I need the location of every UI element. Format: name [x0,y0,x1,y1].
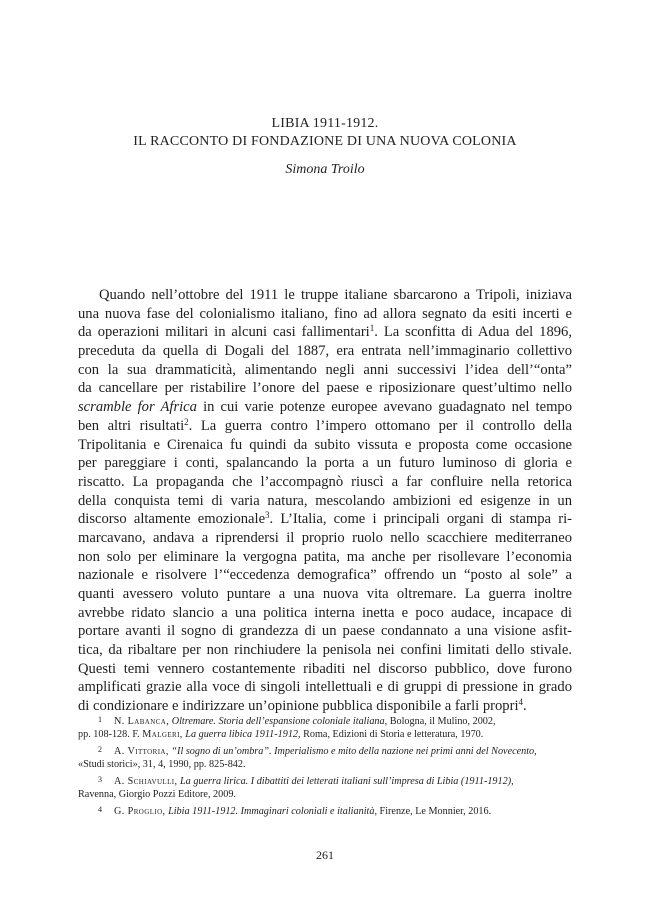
body-line: riscatto. La propaganda che l’accompagnò riuscì a far confluire nella retorica [78,473,572,490]
footnote-number: 4 [98,805,102,814]
author-name: Simona Troilo [285,162,365,177]
body-line: preceduta da quella di Dogali del 1887, era entrata nell’immaginario collettivo [78,343,572,360]
body-line: avrebbe ridato slancio a una politica interna inetta e poco audace, incapace di [78,604,572,621]
footnote-ref[interactable]: 1 [369,323,375,334]
body-paragraph [78,286,572,716]
footnote-4: 4 G. Proglio, Libia 1911-1912. Immaginari coloniali e italianità, Firenze, Le Monnier, 2016. [78,802,572,817]
body-line: portare avanti il sogno di grandezza di un paese condannato a una visione asfit- [78,623,572,640]
footnote-2: 2 A. Vittoria, “Il sogno di un’ombra”. Imperialismo e mito della nazione nei primi anni del Novecento, [78,742,572,757]
chapter-title-line-2: IL RACCONTO DI FONDAZIONE DI UNA NUOVA COLONIA [133,134,517,149]
footnote-number: 3 [98,775,102,784]
body-line: Questi temi vennero costantemente ribaditi nel discorso pubblico, dove furono [78,660,572,677]
body-line: da operazioni militari in alcuni casi fallimentari$^1$. La sconfitta di Adua del 1896, [78,323,572,341]
footnote-2-cont: «Studi storici», 31, 4, 1990, pp. 825-842. [78,759,246,770]
body-line: scramble for Africa in cui varie potenze europee avevano guadagnato nel tempo [78,399,573,416]
footnote-number: 1 [98,715,102,724]
body-line: della conquista temi di varia natura, mescolando ambizioni ed esigenze in un [78,492,572,509]
footnote-3: 3 A. Schiavulli, La guerra lirica. I dibattiti dei letterati italiani sull’impresa di Libia (1911-1912), [78,772,572,787]
footnote-number: 2 [98,745,102,754]
body-line: tica, da ribaltare per non rinchiudere la penisola nei confini limitati dello stivale. [78,642,572,659]
body-line: di condizionare e indirizzare un’opinione pubblica disponibile a farli propri$^4$. [78,697,527,715]
page-number: 261 [316,848,334,862]
body-line: da cancellare per ristabilire l’onore del paese e riposizionare quest’ultimo nello [78,380,572,397]
body-line: non solo per eliminare la vergogna patita, ma anche per risollevare l’economia [78,548,572,565]
body-line: amplificati grazie alla voce di singoli intellettuali e di gruppi di pressione in grado [78,679,572,696]
body-line: una nuova fase del colonialismo italiano, fino ad allora segnato da esiti incerti e [78,305,572,322]
body-line: con la sua drammaticità, alimentando negli anni successivi l’idea dell’“onta” [78,361,572,378]
chapter-title-line-1: LIBIA 1911-1912. [271,116,379,131]
footnote-ref[interactable]: 2 [184,416,189,427]
footnote-ref[interactable]: 3 [265,510,270,521]
body-line: Tripolitania e Cirenaica fu quindi da subito vissuta e proposta come occasione [78,436,572,453]
footnote-ref[interactable]: 4 [518,697,523,708]
body-line: Quando nell’ottobre del 1911 le truppe italiane sbarcarono a Tripoli, iniziava [99,287,572,303]
footnote-1: 1 N. Labanca, Oltremare. Storia dell’espansione coloniale italiana, Bologna, il Mulino, 2002, [78,712,572,727]
footnote-3-cont: Ravenna, Giorgio Pozzi Editore, 2009. [78,789,236,800]
body-line: marcavano, andava a riprendersi il proprio ruolo nello scacchiere mediterraneo [78,529,572,546]
body-line: nazionale e risolvere l’“eccedenza demografica” offrendo un “posto al sole” a [78,567,572,584]
body-line: discorso altamente emozionale$^3$. L’Italia, come i principali organi di stampa ri- [78,510,572,528]
body-line: ben altri risultati$^2$. La guerra contro l’impero ottomano per il controllo della [78,416,572,434]
footnote-1-cont: pp. 108-128. F. Malgeri, La guerra libica 1911-1912, Roma, Edizioni di Storia e letteratura, 1970. [78,729,484,740]
footnotes [78,712,572,817]
body-line: per pareggiare i conti, spalancando la porta a un futuro luminoso di gloria e [78,455,572,472]
body-line: quanti avessero voluto puntare a una nuova vita oltremare. La guerra inoltre [78,586,572,602]
